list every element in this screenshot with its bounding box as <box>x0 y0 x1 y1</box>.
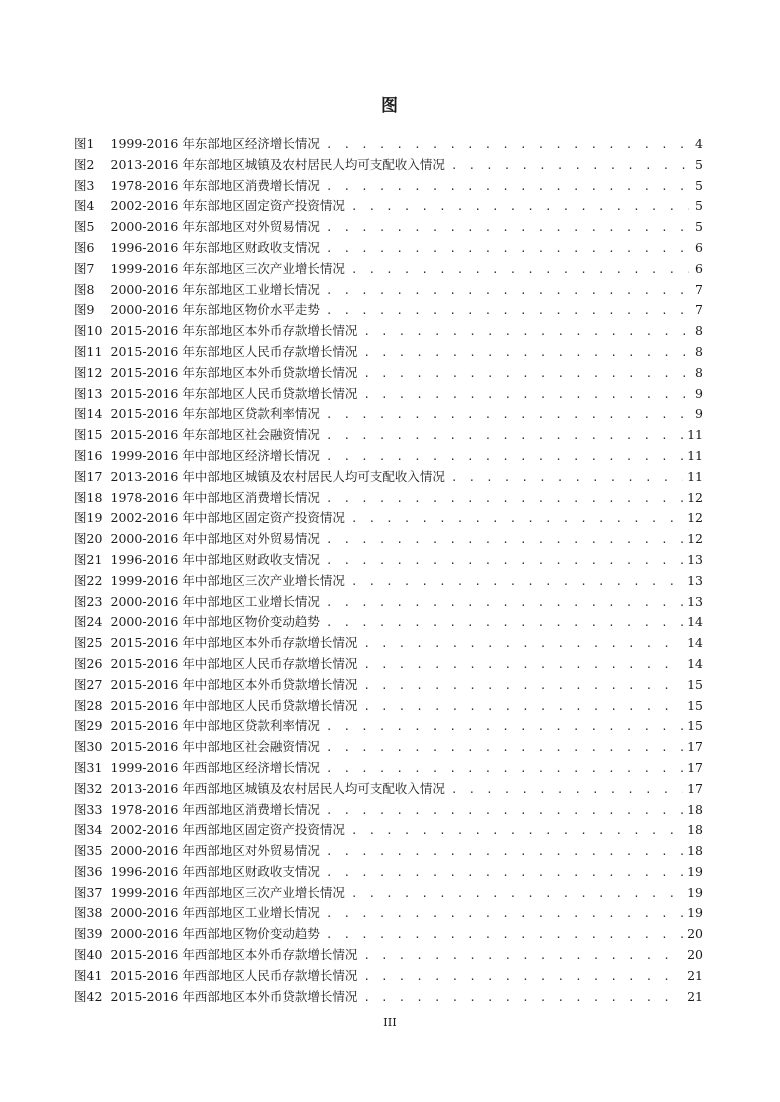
figure-title: 2002-2016 年西部地区固定资产投资情况 <box>110 822 345 838</box>
page-number: 6 <box>695 260 703 276</box>
figure-prefix: 图 <box>74 780 87 796</box>
figure-entry[interactable] <box>74 280 703 301</box>
figure-prefix: 图 <box>74 759 87 775</box>
figure-title: 2015-2016 年东部地区本外币贷款增长情况 <box>110 364 358 380</box>
figure-title: 2015-2016 年中部地区本外币存款增长情况 <box>110 635 358 651</box>
figure-entry[interactable] <box>74 779 703 800</box>
figure-prefix: 图 <box>74 531 87 547</box>
figure-prefix: 图 <box>74 635 87 651</box>
dot-leader <box>326 218 689 239</box>
figure-prefix: 图 <box>74 697 87 713</box>
figure-entry[interactable] <box>74 987 703 1008</box>
figure-number: 20 <box>86 531 103 547</box>
figure-prefix: 图 <box>74 219 87 235</box>
dot-leader <box>351 821 683 842</box>
dot-leader <box>363 634 683 655</box>
figure-prefix: 图 <box>74 843 87 859</box>
page-number: 12 <box>687 531 703 547</box>
figure-entry[interactable] <box>74 404 703 425</box>
figure-title: 1996-2016 年西部地区财政收支情况 <box>110 863 320 879</box>
dot-leader <box>326 301 689 322</box>
figure-number: 12 <box>86 364 103 380</box>
figure-number: 42 <box>86 988 103 1004</box>
dot-leader <box>326 426 683 447</box>
dot-leader <box>363 343 689 364</box>
dot-leader <box>326 613 683 634</box>
figure-title: 2015-2016 年中部地区贷款利率情况 <box>110 718 320 734</box>
figure-title: 2015-2016 年中部地区社会融资情况 <box>110 739 320 755</box>
page-number: 8 <box>695 364 703 380</box>
dot-leader <box>326 405 689 426</box>
page-number: 17 <box>687 780 703 796</box>
page-number: 18 <box>687 822 703 838</box>
figure-entry[interactable] <box>74 529 703 550</box>
figure-prefix: 图 <box>74 947 87 963</box>
figure-prefix: 图 <box>74 156 87 172</box>
figure-number: 40 <box>86 947 103 963</box>
figure-prefix: 图 <box>74 468 87 484</box>
figure-prefix: 图 <box>74 572 87 588</box>
dot-leader <box>326 239 689 260</box>
page-number: 12 <box>687 489 703 505</box>
dot-leader <box>326 530 683 551</box>
figure-entry[interactable] <box>74 571 703 592</box>
figure-entry[interactable] <box>74 883 703 904</box>
dot-leader <box>326 863 683 884</box>
page-number: 13 <box>687 593 703 609</box>
page-number: 7 <box>695 302 703 318</box>
page-number: 19 <box>687 905 703 921</box>
dot-leader <box>326 489 683 510</box>
figure-entry[interactable] <box>74 488 703 509</box>
figure-prefix: 图 <box>74 239 87 255</box>
figure-prefix: 图 <box>74 822 87 838</box>
page-number: 8 <box>695 323 703 339</box>
figure-title: 2000-2016 年东部地区对外贸易情况 <box>110 219 320 235</box>
dot-leader <box>451 468 683 489</box>
figure-number: 10 <box>86 323 103 339</box>
figure-title: 2015-2016 年中部地区本外币贷款增长情况 <box>110 676 358 692</box>
figure-number: 7 <box>86 260 95 276</box>
figure-entry[interactable] <box>74 155 703 176</box>
figure-prefix: 图 <box>74 926 87 942</box>
figure-entry[interactable] <box>74 446 703 467</box>
figure-entry[interactable] <box>74 238 703 259</box>
figure-title: 2015-2016 年东部地区社会融资情况 <box>110 427 320 443</box>
figure-title: 2015-2016 年中部地区人民币贷款增长情况 <box>110 697 358 713</box>
figure-title: 2000-2016 年东部地区工业增长情况 <box>110 281 320 297</box>
figure-entry[interactable] <box>74 217 703 238</box>
page-number: 17 <box>687 759 703 775</box>
figure-prefix: 图 <box>74 136 87 151</box>
dot-leader <box>363 655 683 676</box>
figure-title: 1999-2016 年西部地区三次产业增长情况 <box>110 884 345 900</box>
dot-leader <box>363 676 683 697</box>
dot-leader <box>326 738 683 759</box>
figure-title: 1978-2016 年东部地区消费增长情况 <box>110 177 320 193</box>
page-number: 11 <box>687 468 703 484</box>
page-number: 21 <box>687 988 703 1004</box>
figure-prefix: 图 <box>74 427 87 443</box>
figure-title: 2013-2016 年西部地区城镇及农村居民人均可支配收入情况 <box>110 780 445 796</box>
figure-number: 27 <box>86 676 103 692</box>
figure-title: 2013-2016 年中部地区城镇及农村居民人均可支配收入情况 <box>110 468 445 484</box>
figure-number: 35 <box>86 843 103 859</box>
figure-number: 19 <box>86 510 103 526</box>
dot-leader <box>351 509 683 530</box>
figure-title: 2015-2016 年西部地区人民币存款增长情况 <box>110 967 358 983</box>
figure-number: 5 <box>86 219 95 235</box>
figure-number: 8 <box>86 281 95 297</box>
page-number: 20 <box>687 947 703 963</box>
figure-number: 11 <box>86 343 103 359</box>
page-number: 14 <box>687 655 703 671</box>
page-number: 12 <box>687 510 703 526</box>
figure-entry[interactable] <box>74 176 703 197</box>
figure-title: 1999-2016 年东部地区三次产业增长情况 <box>110 260 345 276</box>
figure-number: 15 <box>86 427 103 443</box>
figure-number: 38 <box>86 905 103 921</box>
dot-leader <box>326 842 683 863</box>
figure-prefix: 图 <box>74 510 87 526</box>
figure-title: 1978-2016 年西部地区消费增长情况 <box>110 801 320 817</box>
dot-leader <box>326 551 683 572</box>
figure-number: 28 <box>86 697 103 713</box>
figure-number: 9 <box>86 302 95 318</box>
figure-title: 2000-2016 年西部地区物价变动趋势 <box>110 926 320 942</box>
figure-prefix: 图 <box>74 364 87 380</box>
dot-leader <box>326 281 689 302</box>
figure-number: 18 <box>86 489 103 505</box>
page-number: 5 <box>695 198 703 214</box>
figure-entry[interactable] <box>74 134 703 155</box>
dot-leader <box>326 177 689 198</box>
page-number: 17 <box>687 739 703 755</box>
figure-prefix: 图 <box>74 343 87 359</box>
dot-leader <box>326 717 683 738</box>
figure-entry[interactable] <box>74 508 703 529</box>
figure-prefix: 图 <box>74 593 87 609</box>
figure-prefix: 图 <box>74 967 87 983</box>
page-number: 20 <box>687 926 703 942</box>
figure-title: 1996-2016 年东部地区财政收支情况 <box>110 239 320 255</box>
figure-list <box>74 134 703 1007</box>
figure-entry[interactable] <box>74 820 703 841</box>
figure-prefix: 图 <box>74 676 87 692</box>
figure-entry[interactable] <box>74 841 703 862</box>
page-number: 5 <box>695 219 703 235</box>
page-number: 14 <box>687 635 703 651</box>
figure-title: 1978-2016 年中部地区消费增长情况 <box>110 489 320 505</box>
page-number: 19 <box>687 884 703 900</box>
figure-prefix: 图 <box>74 718 87 734</box>
figure-prefix: 图 <box>74 988 87 1004</box>
page-number: 4 <box>695 136 703 151</box>
figure-title: 2015-2016 年东部地区贷款利率情况 <box>110 406 320 422</box>
figure-entry[interactable] <box>74 425 703 446</box>
figure-entry[interactable] <box>74 300 703 321</box>
dot-leader <box>351 260 689 281</box>
figure-number: 37 <box>86 884 103 900</box>
dot-leader <box>363 364 689 385</box>
dot-leader <box>363 946 683 967</box>
figure-number: 4 <box>86 198 95 214</box>
dot-leader <box>363 322 689 343</box>
figure-prefix: 图 <box>74 177 87 193</box>
figure-prefix: 图 <box>74 323 87 339</box>
figure-title: 2000-2016 年中部地区工业增长情况 <box>110 593 320 609</box>
figure-title: 2000-2016 年中部地区物价变动趋势 <box>110 614 320 630</box>
figure-prefix: 图 <box>74 739 87 755</box>
figure-entry[interactable] <box>74 342 703 363</box>
dot-leader <box>451 780 683 801</box>
page-number: 21 <box>687 967 703 983</box>
figure-prefix: 图 <box>74 655 87 671</box>
figure-entry[interactable] <box>74 363 703 384</box>
figure-number: 17 <box>86 468 103 484</box>
figure-number: 21 <box>86 551 103 567</box>
dot-leader <box>326 759 683 780</box>
figure-title: 2002-2016 年东部地区固定资产投资情况 <box>110 198 345 214</box>
dot-leader <box>363 385 689 406</box>
dot-leader <box>326 925 683 946</box>
figure-number: 1 <box>86 136 95 151</box>
figure-number: 26 <box>86 655 103 671</box>
figure-number: 22 <box>86 572 103 588</box>
figure-entry[interactable] <box>74 758 703 779</box>
figure-prefix: 图 <box>74 801 87 817</box>
figure-title: 1996-2016 年中部地区财政收支情况 <box>110 551 320 567</box>
dot-leader <box>363 697 683 718</box>
figure-prefix: 图 <box>74 385 87 401</box>
figure-title: 2015-2016 年中部地区人民币存款增长情况 <box>110 655 358 671</box>
page-number: 13 <box>687 551 703 567</box>
dot-leader <box>351 884 683 905</box>
figure-number: 30 <box>86 739 103 755</box>
page-number: 18 <box>687 843 703 859</box>
figure-entry[interactable] <box>74 696 703 717</box>
footer-page-number: III <box>383 1015 397 1029</box>
dot-leader <box>326 447 683 468</box>
figure-number: 39 <box>86 926 103 942</box>
figure-number: 6 <box>86 239 95 255</box>
page-number: 15 <box>687 676 703 692</box>
figure-number: 13 <box>86 385 103 401</box>
figure-title: 2002-2016 年中部地区固定资产投资情况 <box>110 510 345 526</box>
figure-title: 2013-2016 年东部地区城镇及农村居民人均可支配收入情况 <box>110 156 445 172</box>
figure-title: 1999-2016 年东部地区经济增长情况 <box>110 136 320 151</box>
figure-title: 2015-2016 年东部地区本外币存款增长情况 <box>110 323 358 339</box>
page-title: 图 <box>381 96 399 116</box>
page-number: 7 <box>695 281 703 297</box>
figure-title: 2015-2016 年西部地区本外币贷款增长情况 <box>110 988 358 1004</box>
figure-entry[interactable] <box>74 800 703 821</box>
figure-title: 2000-2016 年西部地区工业增长情况 <box>110 905 320 921</box>
figure-entry[interactable] <box>74 903 703 924</box>
page-number: 19 <box>687 863 703 879</box>
figure-prefix: 图 <box>74 884 87 900</box>
figure-number: 32 <box>86 780 103 796</box>
dot-leader <box>326 801 683 822</box>
figure-entry[interactable] <box>74 384 703 405</box>
figure-title: 2015-2016 年东部地区人民币存款增长情况 <box>110 343 358 359</box>
figure-prefix: 图 <box>74 260 87 276</box>
page-number: 8 <box>695 343 703 359</box>
figure-prefix: 图 <box>74 863 87 879</box>
figure-number: 36 <box>86 863 103 879</box>
page-number: 11 <box>687 447 703 463</box>
figure-entry[interactable] <box>74 196 703 217</box>
figure-number: 24 <box>86 614 103 630</box>
figure-prefix: 图 <box>74 905 87 921</box>
dot-leader <box>326 904 683 925</box>
figure-entry[interactable] <box>74 924 703 945</box>
figure-number: 25 <box>86 635 103 651</box>
dot-leader <box>326 135 689 156</box>
dot-leader <box>363 967 683 988</box>
figure-title: 2000-2016 年中部地区对外贸易情况 <box>110 531 320 547</box>
page-number: 5 <box>695 177 703 193</box>
figure-entry[interactable] <box>74 862 703 883</box>
figure-number: 34 <box>86 822 103 838</box>
page-number: 18 <box>687 801 703 817</box>
figure-entry[interactable] <box>74 259 703 280</box>
figure-entry[interactable] <box>74 550 703 571</box>
figure-entry[interactable] <box>74 945 703 966</box>
page-number: 15 <box>687 697 703 713</box>
figure-entry[interactable] <box>74 633 703 654</box>
figure-title: 1999-2016 年中部地区三次产业增长情况 <box>110 572 345 588</box>
dot-leader <box>451 156 689 177</box>
figure-entry[interactable] <box>74 321 703 342</box>
figure-entry[interactable] <box>74 654 703 675</box>
page-number: 6 <box>695 239 703 255</box>
figure-prefix: 图 <box>74 447 87 463</box>
figure-number: 2 <box>86 156 95 172</box>
dot-leader <box>351 572 683 593</box>
page-number: 11 <box>687 427 703 443</box>
figure-title: 1999-2016 年西部地区经济增长情况 <box>110 759 320 775</box>
dot-leader <box>363 988 683 1009</box>
figure-entry[interactable] <box>74 716 703 737</box>
figure-number: 31 <box>86 759 103 775</box>
figure-number: 41 <box>86 967 103 983</box>
figure-number: 3 <box>86 177 95 193</box>
figure-title: 2000-2016 年东部地区物价水平走势 <box>110 302 320 318</box>
dot-leader <box>351 197 689 218</box>
figure-prefix: 图 <box>74 489 87 505</box>
figure-title: 2000-2016 年西部地区对外贸易情况 <box>110 843 320 859</box>
figure-prefix: 图 <box>74 614 87 630</box>
page-number: 15 <box>687 718 703 734</box>
figure-prefix: 图 <box>74 302 87 318</box>
figure-entry[interactable] <box>74 467 703 488</box>
figure-prefix: 图 <box>74 551 87 567</box>
page-number: 13 <box>687 572 703 588</box>
page-number: 5 <box>695 156 703 172</box>
figure-number: 16 <box>86 447 103 463</box>
figure-number: 29 <box>86 718 103 734</box>
figure-prefix: 图 <box>74 281 87 297</box>
figure-entry[interactable] <box>74 966 703 987</box>
figure-number: 23 <box>86 593 103 609</box>
figure-number: 33 <box>86 801 103 817</box>
figure-entry[interactable] <box>74 675 703 696</box>
figure-prefix: 图 <box>74 406 87 422</box>
figure-title: 2015-2016 年东部地区人民币贷款增长情况 <box>110 385 358 401</box>
figure-prefix: 图 <box>74 198 87 214</box>
figure-entry[interactable] <box>74 592 703 613</box>
page-number: 14 <box>687 614 703 630</box>
page-number: 9 <box>695 385 703 401</box>
figure-entry[interactable] <box>74 612 703 633</box>
dot-leader <box>326 593 683 614</box>
figure-title: 1999-2016 年中部地区经济增长情况 <box>110 447 320 463</box>
figure-title: 2015-2016 年西部地区本外币存款增长情况 <box>110 947 358 963</box>
page-number: 9 <box>695 406 703 422</box>
figure-entry[interactable] <box>74 737 703 758</box>
figure-number: 14 <box>86 406 103 422</box>
